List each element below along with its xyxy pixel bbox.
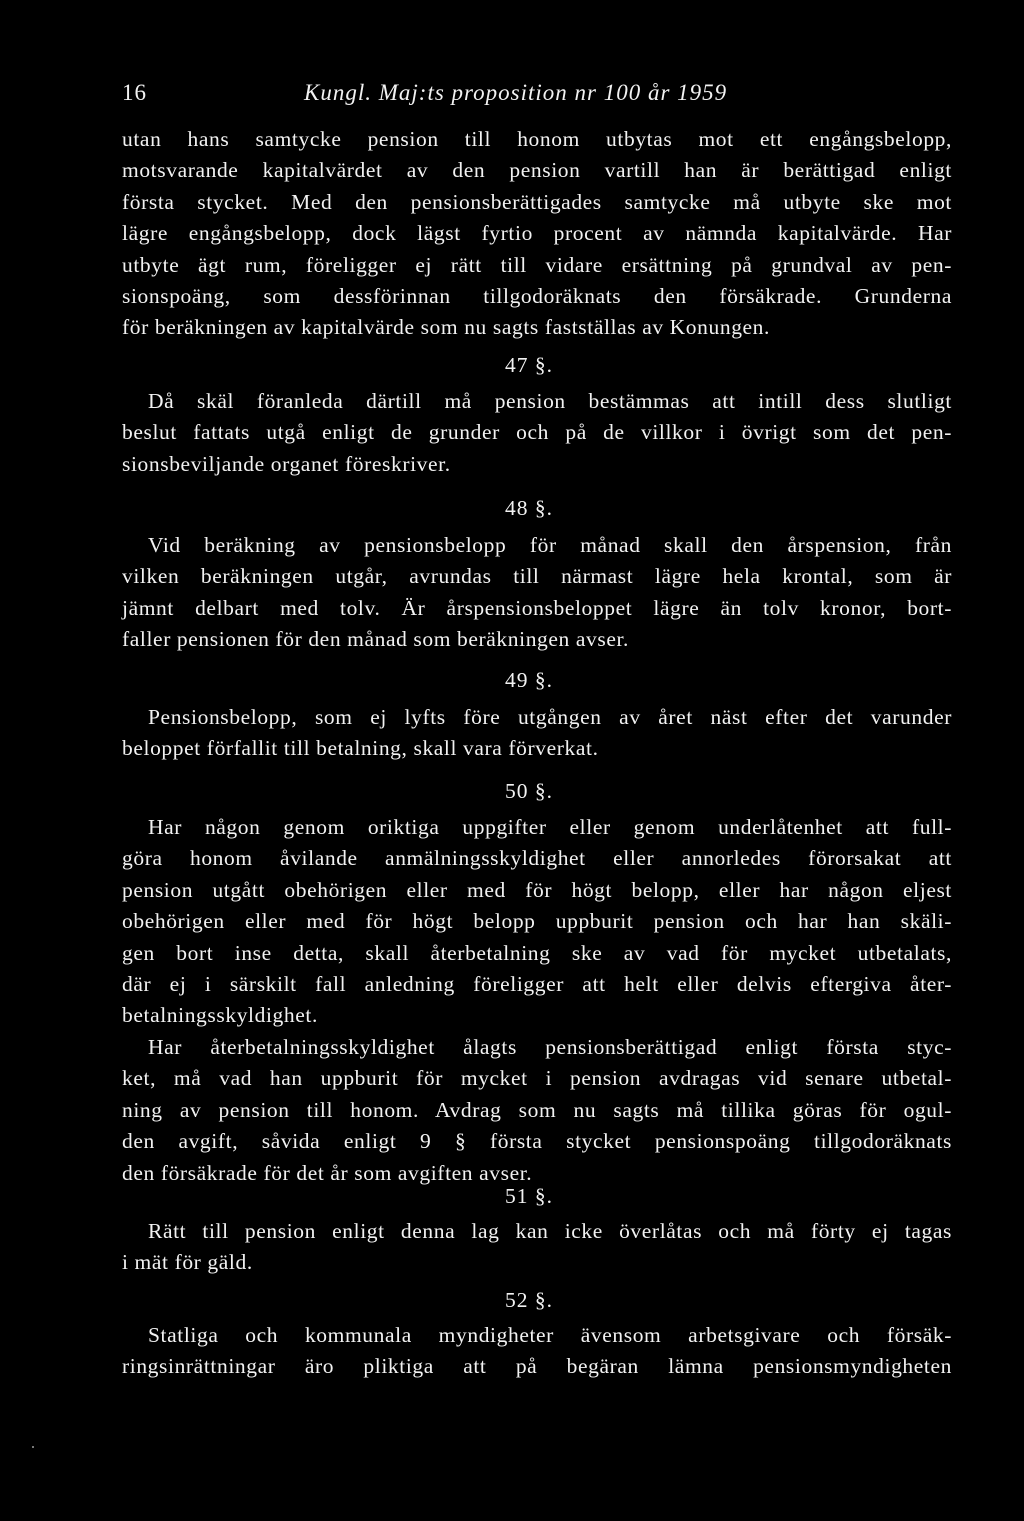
text-line: obehörigen eller med för högt belopp uppburit pension och har han skäli- [122,909,952,934]
section-heading-label: 48 §. [505,496,553,520]
text-line: vilken beräkningen utgår, avrundas till närmast lägre hela krontal, som är [122,564,952,589]
text-line: i mät för gäld. [122,1250,253,1275]
text-line: Har återbetalningsskyldighet ålagts pensionsberättigad enligt första styc- [148,1035,952,1059]
text-line: Har någon genom oriktiga uppgifter eller genom underlåtenhet att full- [148,815,952,839]
section-heading-50 [0,779,1024,804]
text-line: jämnt delbart med tolv. Är årspensionsbeloppet lägre än tolv kronor, bort- [122,595,952,620]
text-line: för beräkningen av kapitalvärde som nu sagts fastställas av Konungen. [122,315,771,340]
text-line: faller pensionen för den månad som beräkningen avser. [122,627,630,652]
text-line: utbyte ägt rum, föreligger ej rätt till vidare ersättning på grundval av pen- [122,252,952,277]
text-line: ket, må vad han uppburit för mycket i pension avdragas vid senare utbetal- [122,1066,952,1091]
scan-speck [32,1446,34,1448]
text-line: gen bort inse detta, skall återbetalning ske av vad för mycket utbetalats, [122,940,952,965]
section-heading-label: 52 §. [505,1288,553,1312]
section-52-paragraph [122,1320,952,1383]
text-line: Då skäl föranleda därtill må pension bestämmas att intill dess slutligt [148,389,952,413]
text-line: lägre engångsbelopp, dock lägst fyrtio procent av nämnda kapitalvärde. Har [122,221,952,246]
text-line: ning av pension till honom. Avdrag som nu sagts må tillika göras för ogul- [122,1097,952,1122]
text-line: sionspoäng, som dessförinnan tillgodoräknats den försäkrade. Grunderna [122,284,952,309]
section-heading-52 [0,1288,1024,1313]
text-line: den försäkrade för det år som avgiften avser. [122,1160,533,1185]
section-47-paragraph [122,386,952,480]
text-line: ringsinrättningar äro pliktiga att på begäran lämna pensionsmyndigheten [122,1354,952,1379]
section-51-paragraph [122,1216,952,1279]
section-48-paragraph [122,530,952,656]
section-heading-label: 51 §. [505,1184,553,1208]
text-line: Pensionsbelopp, som ej lyfts före utgången av året näst efter det varunder [148,705,952,729]
section-heading-47 [0,353,1024,378]
section-heading-label: 50 §. [505,779,553,803]
section-heading-label: 47 §. [505,353,553,377]
text-line: Rätt till pension enligt denna lag kan icke överlåtas och må förty ej tagas [148,1219,952,1243]
running-title: Kungl. Maj:ts proposition nr 100 år 1959 [304,80,728,105]
text-line: göra honom åvilande anmälningsskyldighet eller annorledes förorsakat att [122,846,952,871]
section-50-paragraph-2 [122,1032,952,1189]
page-header [122,80,952,116]
text-line: sionsbeviljande organet föreskriver. [122,451,451,476]
text-line: utan hans samtycke pension till honom utbytas mot ett engångsbelopp, [122,127,952,151]
text-line: motsvarande kapitalvärdet av den pension vartill han är berättigad enligt [122,158,952,183]
text-line: där ej i särskilt fall anledning föreligger att helt eller delvis eftergiva åter- [122,972,952,997]
section-heading-label: 49 §. [505,668,553,692]
text-line: beslut fattats utgå enligt de grunder och på de villkor i övrigt som det pen- [122,420,952,445]
text-line: pension utgått obehörigen eller med för högt belopp, eller har någon eljest [122,877,952,902]
text-line: beloppet förfallit till betalning, skall vara förverkat. [122,736,599,761]
page-number: 16 [122,80,147,105]
text-line: den avgift, såvida enligt 9 § första stycket pensionspoäng tillgodoräknats [122,1129,952,1154]
section-49-paragraph [122,702,952,765]
text-line: första stycket. Med den pensionsberättigades samtycke må utbyte ske mot [122,189,952,214]
section-heading-48 [0,496,1024,521]
text-line: Vid beräkning av pensionsbelopp för månad skall den årspension, från [148,533,952,557]
section-50-paragraph-1 [122,812,952,1032]
section-heading-49 [0,668,1024,693]
section-heading-51 [0,1184,1024,1209]
text-line: betalningsskyldighet. [122,1003,318,1028]
text-line: Statliga och kommunala myndigheter ävensom arbetsgivare och försäk- [148,1323,952,1347]
intro-paragraph [122,124,952,344]
